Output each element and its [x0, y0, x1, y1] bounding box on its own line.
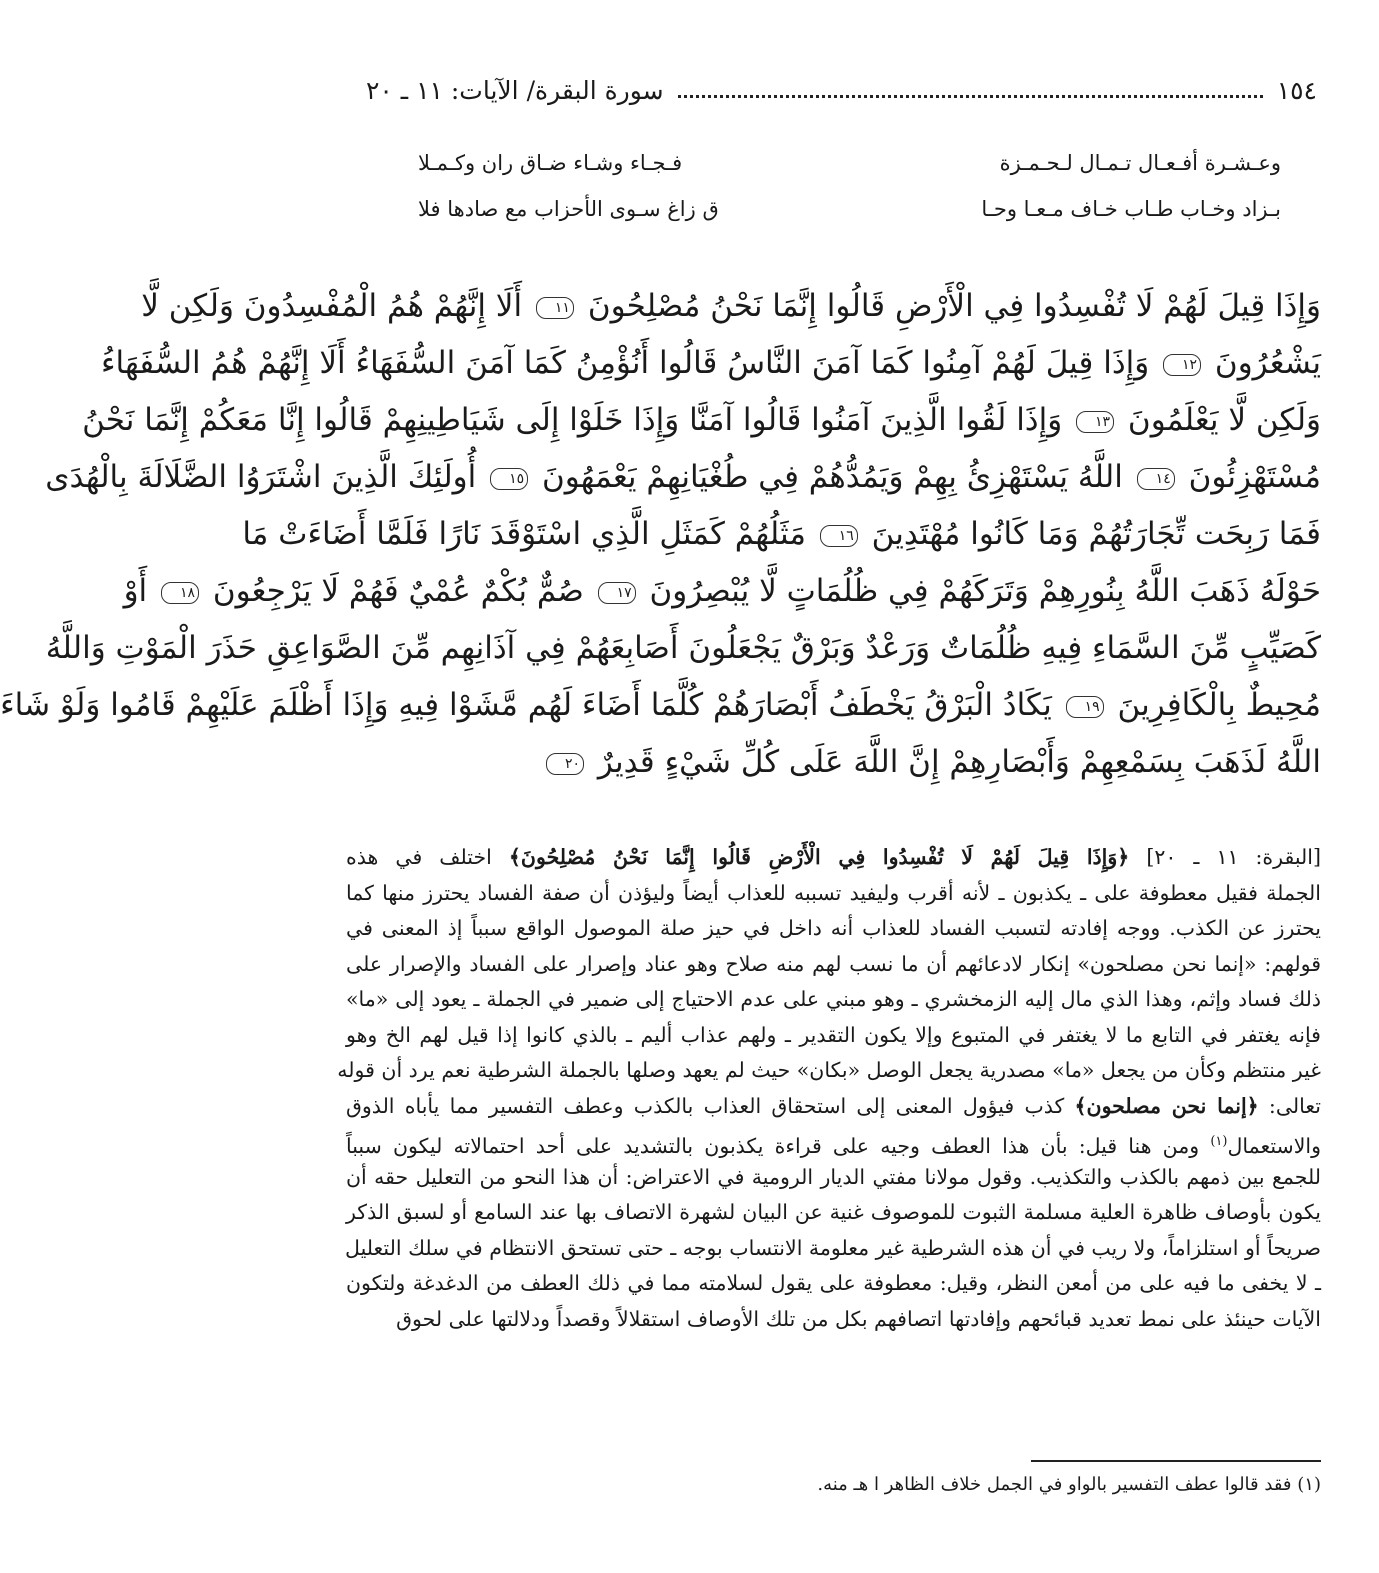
- leader-dots: [678, 95, 1263, 98]
- quran-line: [242, 506, 1321, 563]
- quran-text: أَلَا إِنَّهُمْ هُمُ الْمُفْسِدُونَ وَلَكِن لَّا: [141, 288, 523, 324]
- quran-line: [141, 278, 1321, 335]
- quran-text: وَإِذَا قِيلَ لَهُمْ آمِنُوا كَمَا آمَنَ النَّاسُ قَالُوا أَنُؤْمِنُ كَمَا آمَنَ السُّفَهَاءُ أَلَا إِنَّهُمْ هُمُ السُّفَهَاءُ: [100, 345, 1150, 381]
- quran-line: [0, 677, 1321, 734]
- quran-text: حَوْلَهُ ذَهَبَ اللَّهُ بِنُورِهِمْ وَتَرَكَهُمْ فِي ظُلُمَاتٍ لَّا يُبْصِرُونَ: [649, 573, 1321, 609]
- quran-line: [45, 620, 1321, 677]
- quran-text: مَثَلُهُمْ كَمَثَلِ الَّذِي اسْتَوْقَدَ نَارًا فَلَمَّا أَضَاءَتْ مَا: [242, 516, 806, 552]
- quran-text: وَلَكِن لَّا يَعْلَمُونَ: [1127, 402, 1321, 438]
- tafsir-commentary: [337, 840, 1321, 1337]
- tafsir-line: قولهم: «إنما نحن مصلحون» إنكار لادعائهم أن ما نسب لهم منه صلاح وهو عناد وإصرار على الفساد والإصرار على: [346, 951, 1321, 976]
- tafsir-line: فإنه يغتفر في التابع ما لا يغتفر في المتبوع وإلا يكون التقدير ـ ولهم عذاب أليم ـ بالذي كانوا إذا قيل لهم الخ وهو: [346, 1022, 1321, 1047]
- quran-text: وَإِذَا قِيلَ لَهُمْ لَا تُفْسِدُوا فِي الْأَرْضِ قَالُوا إِنَّمَا نَحْنُ مُصْلِحُونَ: [587, 288, 1321, 324]
- footnote-number: (١): [1297, 1474, 1321, 1495]
- tafsir-text: كذب فيؤول المعنى إلى استحقاق العذاب بالكذب وعطف التفسير مما يأباه الذوق: [346, 1093, 1065, 1118]
- tafsir-text: والاستعمال: [1227, 1133, 1321, 1158]
- tafsir-line: يكون بأوصاف ظاهرة العلية مسلمة الثبوت للموصوف غنية عن البيان لشهرة الاتصاف بها عند السامع أو لسبق الذكر: [346, 1200, 1321, 1224]
- quran-text: يَكَادُ الْبَرْقُ يَخْطَفُ أَبْصَارَهُمْ كُلَّمَا أَضَاءَ لَهُم مَّشَوْا فِيهِ وَإِذَا أَظْلَمَ عَلَيْهِمْ قَامُوا وَلَوْ شَاءَ: [0, 687, 1052, 723]
- footnote-separator: [1031, 1460, 1321, 1462]
- poem-hemistich-left: ق زاغ سـوى الأحزاب مع صادها فلا: [418, 197, 719, 221]
- quran-text-block: [0, 278, 1321, 791]
- quran-text: مُحِيطٌ بِالْكَافِرِينَ: [1117, 687, 1321, 723]
- quran-line: [100, 335, 1321, 392]
- ayah-number-marker: ١٩: [1066, 696, 1104, 718]
- tafsir-line: ذلك فساد وإثم، وهذا الذي مال إليه الزمخشري ـ وهو مبني على عدم الاحتياج إلى ضمير في الجملة ـ يعود إلى «ما»: [346, 987, 1321, 1011]
- quran-text: صُمٌّ بُكْمٌ عُمْيٌ فَهُمْ لَا يَرْجِعُونَ: [212, 573, 584, 609]
- poem-hemistich-right: وعـشـرة أفـعـال تـمـال لـحـمـزة: [999, 151, 1281, 175]
- surah-reference: سورة البقرة/ الآيات: ١١ ـ ٢٠: [366, 75, 664, 105]
- quran-line: [358, 734, 1321, 791]
- tafsir-line: [346, 1089, 1321, 1125]
- ayah-number-marker: ١٧: [598, 582, 636, 604]
- quoted-verse: ﴿وَإِذَا قِيلَ لَهُمْ لَا تُفْسِدُوا فِي الْأَرْضِ قَالُوا إِنَّمَا نَحْنُ مُصْلِحُونَ﴾: [508, 845, 1130, 869]
- quran-text: فَمَا رَبِحَت تِّجَارَتُهُمْ وَمَا كَانُوا مُهْتَدِينَ: [871, 516, 1321, 552]
- running-head: [366, 70, 1317, 110]
- poem-row: [418, 140, 1281, 186]
- footnote: [578, 1470, 1321, 1500]
- quran-text: مُسْتَهْزِئُونَ: [1188, 459, 1321, 495]
- poem-verses: [418, 140, 1281, 235]
- quran-text: أُولَئِكَ الَّذِينَ اشْتَرَوُا الضَّلَالَةَ بِالْهُدَى: [45, 459, 477, 495]
- tafsir-line: للجمع بين ذمهم بالكذب والتكذيب. وقول مولانا مفتي الديار الرومية في الاعتراض: أن هذا النحو من التعليل حقه أن: [346, 1164, 1321, 1189]
- ayah-number-marker: ١٢: [1163, 354, 1201, 376]
- quran-text: كَصَيِّبٍ مِّنَ السَّمَاءِ فِيهِ ظُلُمَاتٌ وَرَعْدٌ وَبَرْقٌ يَجْعَلُونَ أَصَابِعَهُمْ فِي آذَانِهِم مِّنَ الصَّوَاعِقِ حَذَرَ الْمَوْتِ وَاللَّهُ: [45, 630, 1321, 666]
- tafsir-line: يحترز عن الكذب. ووجه إفادته لتسبب الفساد للعذاب أنه داخل في حيز صلة الموصول الواقع سبباً إذ المعنى في: [346, 916, 1321, 940]
- tafsir-line: غير منتظم وكأن من يجعل «ما» مصدرية يجعل الوصل «بكان» حيث لم يعهد وصلها بالجملة الشرطية نعم يرد أن قوله: [337, 1058, 1321, 1082]
- quoted-verse: ﴿إنما نحن مصلحون﴾: [1074, 1093, 1259, 1118]
- tafsir-text: تعالى:: [1268, 1093, 1321, 1118]
- tafsir-line: الآيات حينئذ على نمط تعديد قبائحهم وإفادتها اتصافهم بكل من تلك الأوصاف استقلالاً وقصداً ودلالتها على لحوق: [396, 1306, 1321, 1331]
- quran-text: يَشْعُرُونَ: [1214, 345, 1321, 381]
- ayah-number-marker: ١٥: [490, 468, 528, 490]
- quran-line: [123, 563, 1321, 620]
- tafsir-line: [346, 840, 1321, 876]
- ayah-number-marker: ١١: [536, 297, 574, 319]
- ayah-number-marker: ١٣: [1076, 411, 1114, 433]
- quran-text: اللَّهُ يَسْتَهْزِئُ بِهِمْ وَيَمُدُّهُمْ فِي طُغْيَانِهِمْ يَعْمَهُونَ: [541, 459, 1123, 495]
- ayah-number-marker: ١٨: [161, 582, 199, 604]
- footnote-ref[interactable]: (١): [1210, 1134, 1228, 1149]
- ayah-number-marker: ٢٠: [546, 753, 584, 775]
- ayah-number-marker: ١٦: [820, 525, 858, 547]
- quran-text: أَوْ: [123, 573, 148, 609]
- tafsir-line: صريحاً أو استلزاماً، ولا ريب في أن هذه الشرطية غير معلومة الانتساب بوجه ـ حتى تستحق الانتظام في سلك التعليل: [345, 1235, 1321, 1260]
- poem-hemistich-left: فـجـاء وشـاء ضـاق ران وكـمـلا: [418, 151, 683, 175]
- quran-text: وَإِذَا لَقُوا الَّذِينَ آمَنُوا قَالُوا آمَنَّا وَإِذَا خَلَوْا إِلَى شَيَاطِينِهِمْ قَالُوا إِنَّا مَعَكُمْ إِنَّمَا نَحْنُ: [82, 402, 1063, 438]
- quran-line: [82, 392, 1321, 449]
- tafsir-text: اختلف في هذه: [346, 845, 492, 869]
- quran-line: [45, 449, 1321, 506]
- footnote-text: فقد قالوا عطف التفسير بالواو في الجمل خلاف الظاهر ا هـ منه.: [817, 1474, 1292, 1495]
- ayah-number-marker: ١٤: [1137, 468, 1175, 490]
- tafsir-line: [346, 1124, 1321, 1160]
- tafsir-text: ومن هنا قيل: بأن هذا العطف وجيه على قراءة يكذبون بالتشديد على أحد احتمالاته ليكون سبباً: [346, 1133, 1200, 1158]
- poem-row: [418, 186, 1281, 232]
- poem-hemistich-right: بـزاد وخـاب طـاب خـاف مـعـا وحـا: [981, 197, 1281, 221]
- tafsir-line: ـ لا يخفى ما فيه على من أمعن النظر، وقيل: معطوفة على يقول لسلامته مما في ذلك العطف من الدغدغة ولتكون: [346, 1271, 1321, 1295]
- tafsir-line: الجملة فقيل معطوفة على ـ يكذبون ـ لأنه أقرب وليفيد تسببه للعذاب أيضاً وليؤذن أن صفة الفساد يحترز منها كما: [346, 880, 1321, 905]
- verse-reference: [البقرة: ١١ ـ ٢٠]: [1146, 845, 1321, 869]
- quran-text: اللَّهُ لَذَهَبَ بِسَمْعِهِمْ وَأَبْصَارِهِمْ إِنَّ اللَّهَ عَلَى كُلِّ شَيْءٍ قَدِيرٌ: [597, 744, 1321, 780]
- page-number: ١٥٤: [1276, 75, 1317, 105]
